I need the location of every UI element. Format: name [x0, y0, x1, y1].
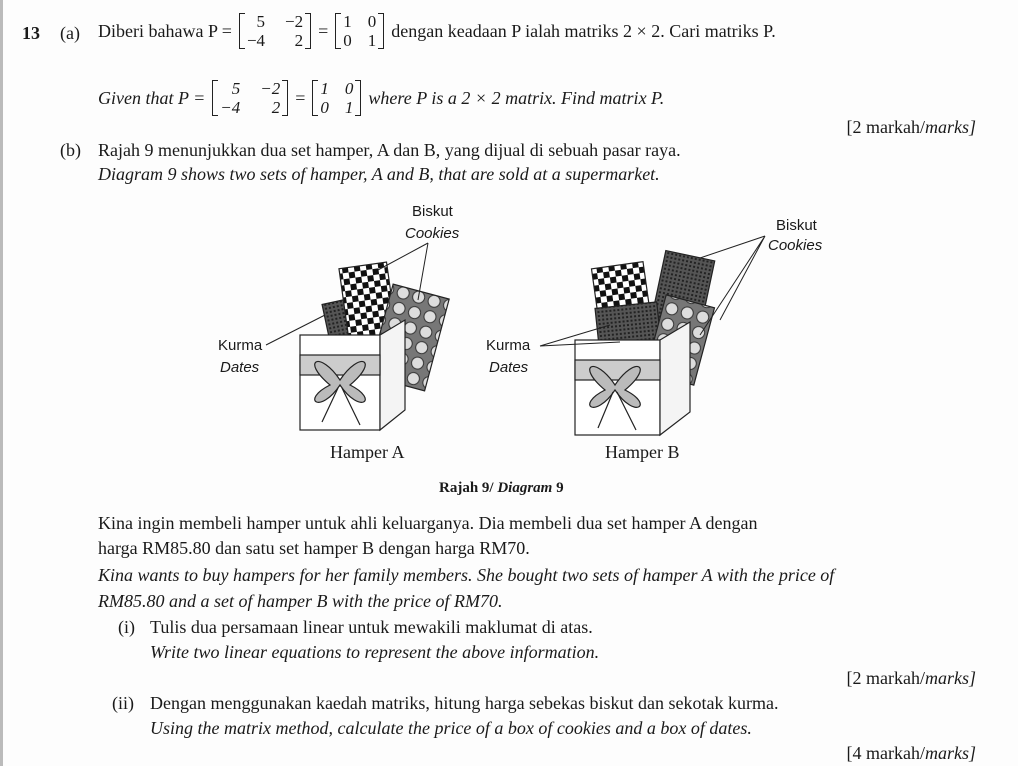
marks-ms: [2 markah/	[846, 117, 925, 137]
label-biskut-a: Biskut	[412, 203, 453, 220]
matrix-cell: 1	[367, 31, 377, 50]
label-biskut-b: Biskut	[776, 217, 817, 234]
matrix-cell: 2	[294, 31, 304, 50]
part-a-ms-prefix: Diberi bahawa P =	[98, 21, 232, 41]
caption-en: Diagram	[497, 480, 553, 496]
part-a-en-prefix: Given that P =	[98, 88, 206, 108]
ms-para-line-1: Kina ingin membeli hamper untuk ahli keluarganya. Dia membeli dua set hamper A dengan	[98, 513, 758, 533]
part-b-en-intro: Diagram 9 shows two sets of hamper, A and B, that are sold at a supermarket.	[98, 164, 660, 184]
matrix-cell: 2	[271, 98, 281, 117]
matrix-cell: 0	[344, 79, 354, 98]
caption-ms: Rajah 9/	[439, 480, 494, 496]
part-a-ms-suffix: dengan keadaan P ialah matriks 2 × 2. Cari matriks P.	[391, 21, 776, 41]
matrix-cell: 5	[256, 12, 266, 31]
sub-ii-ms: Dengan menggunakan kaedah matriks, hitung harga sebekas biskut dan sekotak kurma.	[150, 693, 779, 713]
caption-num: 9	[556, 480, 564, 496]
en-para-line-2: RM85.80 and a set of hamper B with the price of RM70.	[98, 591, 503, 611]
equals-sign: =	[295, 88, 306, 108]
matrix-cell: 0	[320, 98, 329, 117]
sub-i-en: Write two linear equations to represent the above information.	[150, 642, 600, 662]
en-para-line-1: Kina wants to buy hampers for her family members. She bought two sets of hamper A with the price of	[98, 565, 835, 585]
part-b-label: (b)	[60, 140, 81, 160]
matrix-cell: 5	[231, 79, 241, 98]
part-a-en-suffix: where P is a 2 × 2 matrix. Find matrix P.	[368, 88, 665, 108]
marks-ms: [2 markah/	[846, 668, 925, 688]
sub-ii-en: Using the matrix method, calculate the price of a box of cookies and a box of dates.	[150, 718, 752, 738]
label-kurma-b: Kurma	[486, 337, 531, 354]
matrix-cell: −2	[260, 79, 281, 98]
sub-i-label: (i)	[118, 617, 135, 637]
hamper-a-illustration	[300, 262, 449, 430]
question-number: 13	[22, 23, 40, 43]
label-dates-b: Dates	[489, 359, 529, 376]
matrix-cell: 1	[320, 79, 329, 98]
label-cookies-a: Cookies	[405, 225, 460, 242]
part-a-label: (a)	[60, 23, 80, 43]
label-hamper-b: Hamper B	[605, 442, 680, 462]
label-dates-a: Dates	[220, 359, 260, 376]
part-b-ms-intro: Rajah 9 menunjukkan dua set hamper, A dan B, yang dijual di sebuah pasar raya.	[98, 140, 681, 160]
sub-i-ms: Tulis dua persamaan linear untuk mewakili maklumat di atas.	[150, 617, 593, 637]
label-kurma-a: Kurma	[218, 337, 263, 354]
matrix-cell: 1	[343, 12, 352, 31]
equals-sign: =	[318, 21, 329, 41]
marks-en: marks]	[924, 117, 976, 137]
marks-en: marks]	[924, 668, 976, 688]
diagram-caption	[439, 481, 564, 496]
label-cookies-b: Cookies	[768, 237, 823, 254]
matrix-cell: 1	[344, 98, 354, 117]
matrix-cell: −4	[220, 98, 241, 117]
sub-ii-marks	[847, 744, 976, 762]
ms-para-line-2: harga RM85.80 dan satu set hamper B dengan harga RM70.	[98, 538, 530, 558]
matrix-cell: −2	[285, 12, 304, 31]
sub-ii-label: (ii)	[112, 693, 134, 713]
matrix-cell: 0	[367, 12, 377, 31]
matrix-cell: 0	[343, 31, 352, 50]
label-hamper-a: Hamper A	[330, 442, 405, 462]
sub-i-marks	[847, 669, 976, 687]
marks-ms: [4 markah/	[846, 743, 925, 763]
matrix-cell: −4	[246, 31, 266, 50]
marks-en: marks]	[924, 743, 976, 763]
